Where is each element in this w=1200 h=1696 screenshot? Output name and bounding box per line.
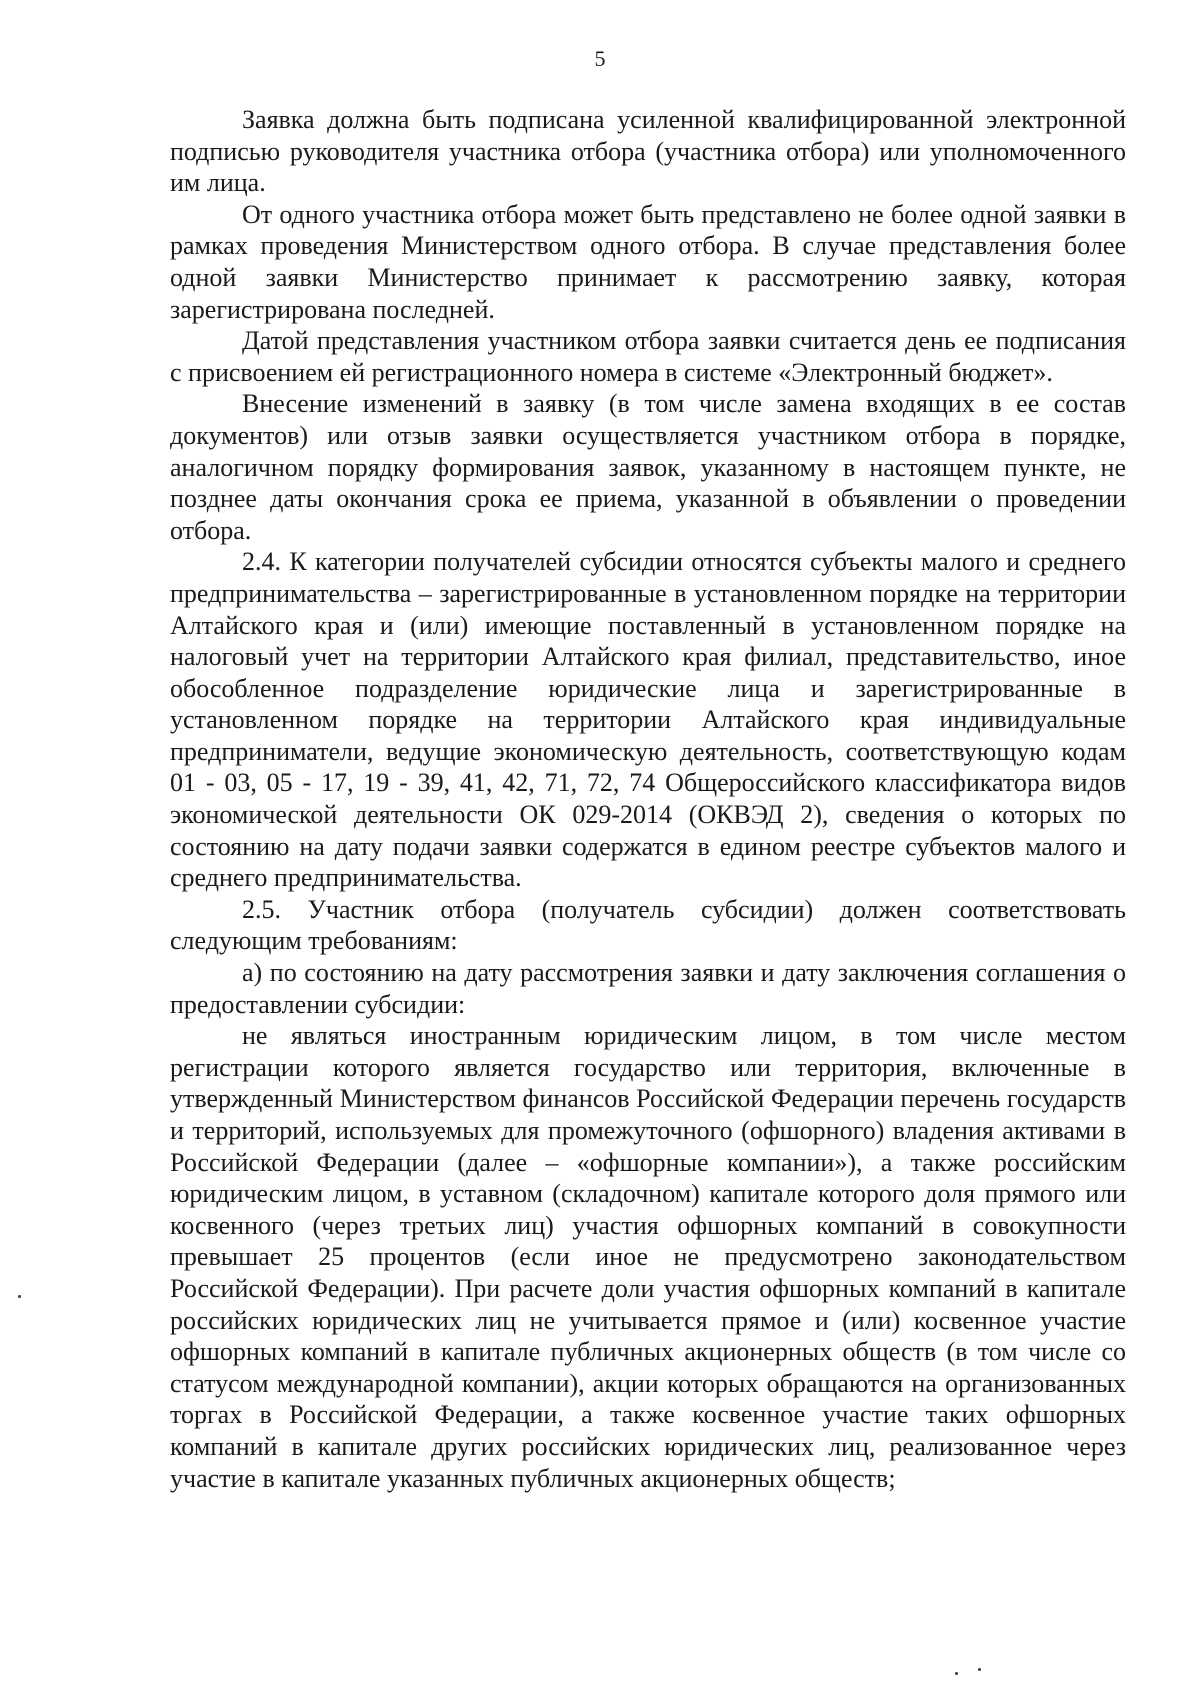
paragraph-single-application: От одного участника отбора может быть представлено не более одной заявки в рамках проведения Министерством одного отбора. В случае представления более одной заявки Министерство принимает к рассмотрению заявку, которая зарегистрирована последней. (170, 199, 1126, 324)
paragraph-section-2-5: 2.5. Участник отбора (получатель субсидии) должен соответствовать следующим требованиям: (170, 894, 1126, 956)
paragraph-offshore-requirement: не являться иностранным юридическим лицом, в том числе местом регистрации которого является государство или территория, включенные в утвержденный Министерством финансов Российской Федерации перечень государств и территорий, используемых для промежуточного (офшорного) владения активами в Российской Федерации (далее – «офшорные компании»), а также российским юридическим лицом, в уставном (складочном) капитале которого доля прямого или косвенного (через третьих лиц) участия офшорных компаний в совокупности превышает 25 процентов (если иное не предусмотрено законодательством Российской Федерации). При расчете доли участия офшорных компаний в капитале российских юридических лиц не учитывается прямое и (или) косвенное участие офшорных компаний в капитале публичных акционерных обществ (в том числе со статусом международной компании), акции которых обращаются на организованных торгах в Российской Федерации, а также косвенное участие таких офшорных компаний в капитале других российских юридических лиц, реализованное через участие в капитале указанных публичных акционерных обществ; (170, 1021, 1126, 1493)
paragraph-item-a: а) по состоянию на дату рассмотрения заявки и дату заключения соглашения о предоставлении субсидии: (170, 958, 1126, 1019)
paragraph-section-2-4: 2.4. К категории получателей субсидии относятся субъекты малого и среднего предпринимательства – зарегистрированные в установленном порядке на территории Алтайского края и (или) имеющие поставленный в установленном порядке на налоговый учет на территории Алтайского края филиал, представительство, иное обособленное подразделение юридические лица и зарегистрированные в установленном порядке на территории Алтайского края индивидуальные предприниматели, ведущие экономическую деятельность, соответствующую кодам 01 - 03, 05 - 17, 19 - 39, 41, 42, 71, 72, 74 Общероссийского классификатора видов экономической деятельности ОК 029-2014 (ОКВЭД 2), сведения о которых по состоянию на дату подачи заявки содержатся в едином реестре субъектов малого и среднего предпринимательства. (170, 547, 1126, 893)
document-body (170, 104, 1126, 1494)
page-number: 5 (594, 46, 606, 71)
scan-artifact-dot (978, 1668, 981, 1671)
scan-artifact-dot (955, 1672, 958, 1675)
paragraph-submission-date: Датой представления участником отбора заявки считается день ее подписания с присвоением ей регистрационного номера в системе «Электронный бюджет». (170, 326, 1126, 387)
scan-artifact-dot (18, 1295, 21, 1298)
paragraph-application-changes: Внесение изменений в заявку (в том числе замена входящих в ее состав документов) или отзыв заявки осуществляется участником отбора в порядке, аналогичном порядку формирования заявок, указанному в настоящем пункте, не позднее даты окончания срока ее приема, указанной в объявлении о проведении отбора. (170, 389, 1126, 545)
paragraph-signature-requirement: Заявка должна быть подписана усиленной квалифицированной электронной подписью руководителя участника отбора (участника отбора) или уполномоченного им лица. (170, 105, 1126, 198)
